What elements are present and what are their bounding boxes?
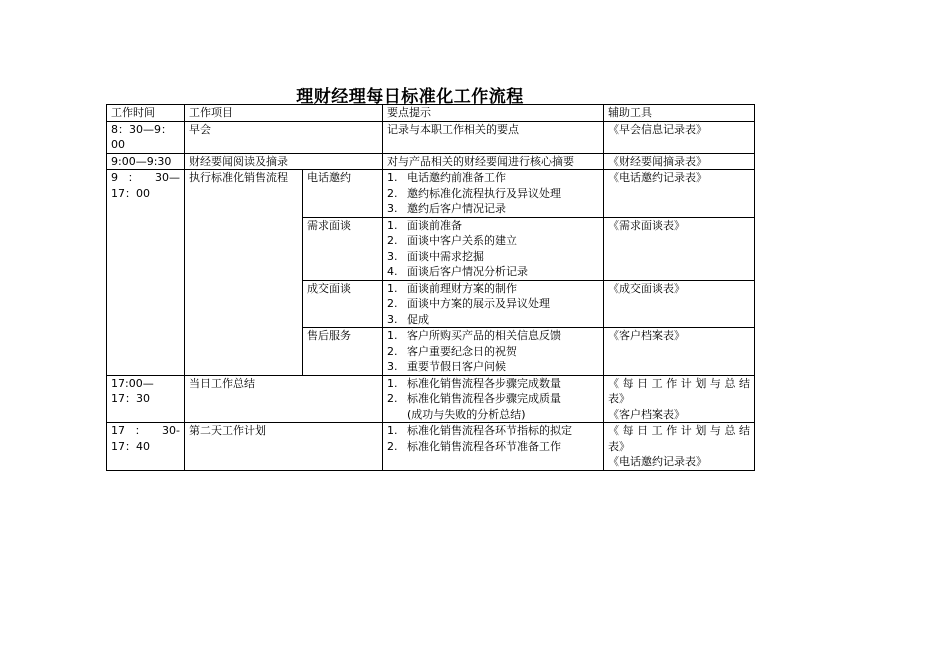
header-points: 要点提示 [383, 105, 604, 122]
subitem-cell: 售后服务 [303, 328, 383, 376]
list-item: 2. 客户重要纪念日的祝贺 [387, 344, 517, 358]
list-item: (成功与失败的分析总结) [407, 407, 526, 421]
time-cell: 17 ： 30- 17：40 [107, 423, 185, 471]
time-cell: 8：30—9： 00 [107, 121, 185, 153]
points-cell [383, 280, 604, 328]
list-item: 1. 标准化销售流程各步骤完成数量 [387, 376, 561, 390]
points-cell [383, 170, 604, 218]
item-cell: 执行标准化销售流程 [185, 170, 303, 376]
list-item: 2. 面谈中客户关系的建立 [387, 234, 517, 247]
list-item: 1. 面谈前理财方案的制作 [387, 281, 517, 295]
subitem-cell: 成交面谈 [303, 280, 383, 328]
points-cell [383, 328, 604, 376]
subitem-cell: 需求面谈 [303, 217, 383, 280]
tool-cell: 《每日工作计划与总结 表》 《客户档案表》 [604, 375, 755, 423]
list-item: 3. 面谈中需求挖掘 [387, 249, 484, 263]
table-row-sales-call [107, 170, 755, 218]
tool-cell: 《每日工作计划与总结 表》 《电话邀约记录表》 [604, 423, 755, 471]
list-item: 2. 标准化销售流程各步骤完成质量 [387, 392, 561, 405]
list-item: 4. 面谈后客户情况分析记录 [387, 265, 528, 278]
list-item: 3. 促成 [387, 312, 429, 326]
list-item: 2. 面谈中方案的展示及异议处理 [387, 297, 550, 310]
item-cell: 当日工作总结 [185, 375, 383, 423]
tool-cell: 《早会信息记录表》 [604, 121, 755, 153]
tool-cell: 《成交面谈表》 [604, 280, 755, 328]
document-title: 理财经理每日标准化工作流程 [296, 87, 524, 107]
list-item: 1. 面谈前准备 [387, 218, 462, 232]
list-item: 3. 邀约后客户情况记录 [387, 202, 506, 215]
tool-cell: 《需求面谈表》 [604, 217, 755, 280]
time-cell: 9:00—9:30 [107, 153, 185, 170]
table-row-summary [107, 375, 755, 423]
list-item: 1. 标准化销售流程各环节指标的拟定 [387, 424, 572, 437]
points-cell: 对与产品相关的财经要闻进行核心摘要 [383, 153, 604, 170]
list-item: 1. 客户所购买产品的相关信息反馈 [387, 329, 561, 342]
list-item: 2. 邀约标准化流程执行及异议处理 [387, 186, 561, 200]
table-row-plan [107, 423, 755, 471]
time-cell: 9 ： 30— 17：00 [107, 170, 185, 376]
tool-cell: 《财经要闻摘录表》 [604, 153, 755, 170]
points-cell [383, 217, 604, 280]
header-item: 工作项目 [185, 105, 383, 122]
list-item: 3. 重要节假日客户问候 [387, 360, 506, 373]
points-cell [383, 375, 604, 423]
tool-cell: 《电话邀约记录表》 [604, 170, 755, 218]
list-item: 1. 电话邀约前准备工作 [387, 171, 506, 184]
header-time: 工作时间 [107, 105, 185, 122]
list-item: 2. 标准化销售流程各环节准备工作 [387, 439, 561, 453]
subitem-cell: 电话邀约 [303, 170, 383, 218]
item-cell: 早会 [185, 121, 383, 153]
table-header-row [107, 105, 755, 122]
table-row-news [107, 153, 755, 170]
points-cell [383, 423, 604, 471]
time-cell: 17:00— 17：30 [107, 375, 185, 423]
item-cell: 财经要闻阅读及摘录 [185, 153, 383, 170]
header-tools: 辅助工具 [604, 105, 755, 122]
table-row-morning [107, 121, 755, 153]
tool-cell: 《客户档案表》 [604, 328, 755, 376]
item-cell: 第二天工作计划 [185, 423, 383, 471]
points-cell: 记录与本职工作相关的要点 [383, 121, 604, 153]
workflow-table [106, 104, 755, 471]
